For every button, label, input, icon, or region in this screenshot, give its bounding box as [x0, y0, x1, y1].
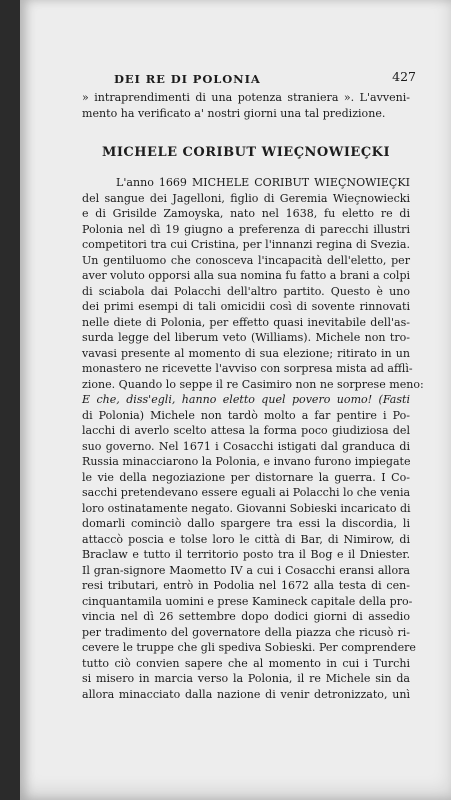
text-line: e di Grisilde Zamoyska, nato nel 1638, fu eletto re di	[82, 207, 410, 220]
text-line: monastero ne ricevette l'avviso con sorpresa mista ad afflì-	[82, 362, 413, 375]
text-line: tutto ciò convien sapere che al momento in cui i Turchi	[82, 656, 410, 670]
text-block	[82, 68, 424, 702]
running-head	[82, 68, 416, 90]
text-line: loro ostinatamente negato. Giovanni Sobieski incaricato di	[82, 501, 411, 515]
text-line: nelle diete di Polonia, per effetto quasi inevitabile dell'as-	[82, 315, 410, 329]
text-line: attaccò poscia e tolse loro le città di Bar, di Nimirow, di	[82, 532, 410, 546]
text-line: sacchi pretendevano essere eguali ai Polacchi lo che venia	[82, 486, 411, 499]
text-line: di sciabola dai Polacchi dell'altro partito. Questo è uno	[82, 284, 410, 298]
text-line: Russia minacciarono la Polonia, e invano furono impiegate	[82, 455, 411, 468]
text-line: per tradimento del governatore della piazza che ricusò ri-	[82, 625, 410, 639]
running-title: DEI RE DI POLONIA	[114, 72, 261, 86]
text-line: lacchi di averlo scelto attesa la forma poco giudiziosa del	[82, 424, 410, 437]
text-line: L'anno 1669 MICHELE CORIBUT WIEÇNOWIEÇKI	[116, 176, 410, 189]
intro-paragraph	[82, 90, 410, 121]
text-line: » intraprendimenti di una potenza straniera ». L'avveni-	[82, 91, 410, 104]
text-line: del sangue dei Jagelloni, figlio di Geremia Wieçnowiecki	[82, 191, 410, 205]
text-line: resi tributari, entrò in Podolia nel 1672 alla testa di cen-	[82, 579, 410, 592]
text-line: vavasi presente al momento di sua elezione; ritirato in un	[82, 346, 410, 360]
text-line: surda legge del liberum veto (Williams). Michele non tro-	[82, 331, 410, 344]
text-line: cinquantamila uomini e prese Kamineck capitale della pro-	[82, 594, 413, 608]
text-line: allora minacciato dalla nazione di venir detronizzato, unì	[82, 687, 410, 701]
text-line: le vie della negoziazione per distornare la guerra. I Co-	[82, 470, 410, 484]
text-line: Il gran-signore Maometto IV a cui i Cosacchi eransi allora	[82, 563, 410, 577]
text-line: mento ha verificato a' nostri giorni una tal predizione.	[82, 106, 386, 120]
body-paragraph	[82, 175, 424, 702]
text-line: di Polonia) Michele non tardò molto a far pentire i Po-	[82, 408, 410, 422]
text-line: zione. Quando lo seppe il re Casimiro non ne sorprese meno:	[82, 377, 424, 391]
text-line: si misero in marcia verso la Polonia, il re Michele sin da	[82, 672, 410, 685]
book-page	[20, 0, 451, 800]
text-line: Braclaw e tutto il territorio posto tra il Bog e il Dniester.	[82, 548, 410, 561]
text-line: Un gentiluomo che conosceva l'incapacità dell'eletto, per	[82, 253, 410, 267]
text-line: dei primi esempi di tali omicidii così di sovente rinnovati	[82, 300, 410, 313]
text-line: aver voluto opporsi alla sua nomina fu fatto a brani a colpi	[82, 269, 411, 282]
text-line: Polonia nel dì 19 giugno a preferenza di parecchi illustri	[82, 222, 410, 236]
chapter-title: MICHELE CORIBUT WIEÇNOWIEÇKI	[101, 145, 391, 160]
text-line: suo governo. Nel 1671 i Cosacchi istigati dal granduca di	[82, 439, 410, 453]
text-line: domarli cominciò dallo spargere tra essi la discordia, li	[82, 517, 410, 530]
text-line: competitori tra cui Cristina, per l'innanzi regina di Svezia.	[82, 238, 410, 251]
text-line: vincia nel dì 26 settembre dopo dodici giorni di assedio	[82, 610, 410, 623]
text-line: E che, diss'egli, hanno eletto quel povero uomo! (Fasti	[82, 393, 410, 406]
page-number: 427	[392, 69, 416, 84]
text-line: cevere le truppe che gli spediva Sobieski. Per comprendere	[82, 641, 416, 654]
